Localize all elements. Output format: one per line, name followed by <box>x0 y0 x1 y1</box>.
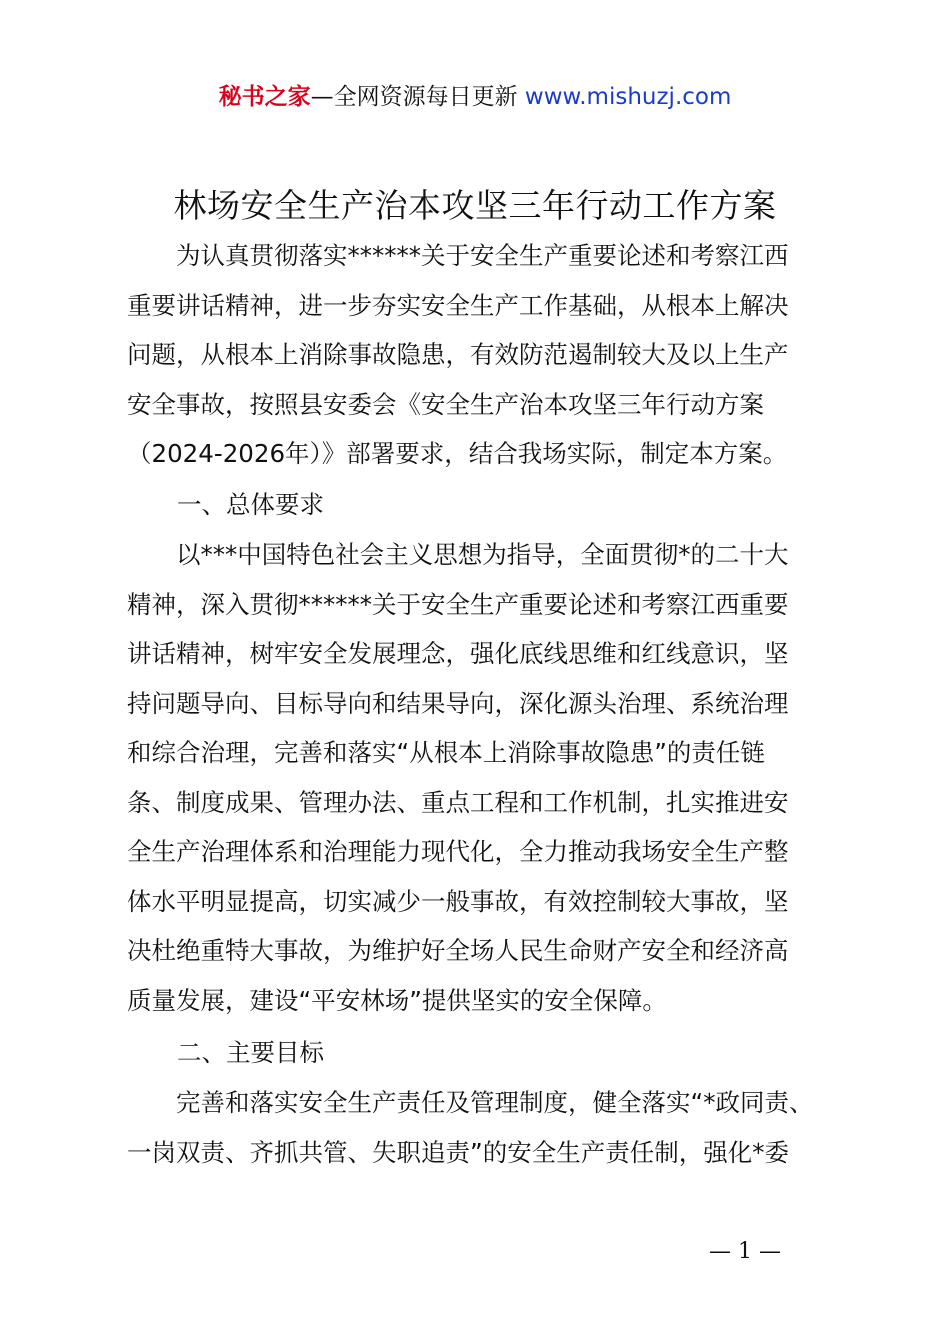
site-header <box>0 80 950 114</box>
document-title: 林场安全生产治本攻坚三年行动工作方案 <box>173 186 777 225</box>
paragraph-line: 和综合治理，完善和落实“从根本上消除事故隐患”的责任链 <box>127 738 765 767</box>
paragraph-line: 以***中国特色社会主义思想为指导，全面贯彻*的二十大 <box>127 540 789 569</box>
paragraph-line: 安全事故，按照县安委会《安全生产治本攻坚三年行动方案 <box>127 389 764 419</box>
paragraph-line: 完善和落实安全生产责任及管理制度，健全落实“*政同责、 <box>127 1088 814 1117</box>
paragraph-line: （2024-2026年）》部署要求，结合我场实际，制定本方案。 <box>127 439 788 468</box>
paragraph-line: 精神，深入贯彻******关于安全生产重要论述和考察江西重要 <box>127 589 789 619</box>
site-url-link[interactable]: www.mishuzj.com <box>524 84 732 110</box>
section1-paragraph <box>127 530 837 1025</box>
paragraph-line: 重要讲话精神，进一步夯实安全生产工作基础，从根本上解决 <box>127 290 789 320</box>
paragraph-line: 持问题导向、目标导向和结果导向，深化源头治理、系统治理 <box>127 688 789 718</box>
paragraph-line: 决杜绝重特大事故，为维护好全场人民生命财产安全和经济高 <box>127 936 789 965</box>
paragraph-line: 为认真贯彻落实******关于安全生产重要论述和考察江西 <box>127 241 789 270</box>
brand-name: 秘书之家 <box>218 84 311 110</box>
paragraph-line: 讲话精神，树牢安全发展理念，强化底线思维和红线意识，坚 <box>127 639 789 668</box>
paragraph-line: 一岗双责、齐抓共管、失职追责”的安全生产责任制，强化*委 <box>127 1137 789 1167</box>
section2-paragraph <box>127 1078 837 1177</box>
page-number: — 1 — <box>709 1239 781 1264</box>
paragraph-line: 全生产治理体系和治理能力现代化，全力推动我场安全生产整 <box>127 837 789 866</box>
paragraph-line: 质量发展，建设“平安林场”提供坚实的安全保障。 <box>127 985 667 1015</box>
paragraph-line: 体水平明显提高，切实减少一般事故，有效控制较大事故，坚 <box>127 886 789 916</box>
header-slogan: —全网资源每日更新 <box>310 84 518 110</box>
intro-paragraph <box>127 231 837 479</box>
section-heading-2: 二、主要目标 <box>177 1038 324 1067</box>
paragraph-line: 条、制度成果、管理办法、重点工程和工作机制，扎实推进安 <box>127 787 789 817</box>
paragraph-line: 问题，从根本上消除事故隐患，有效防范遏制较大及以上生产 <box>127 340 789 369</box>
section-heading-1: 一、总体要求 <box>177 490 324 519</box>
